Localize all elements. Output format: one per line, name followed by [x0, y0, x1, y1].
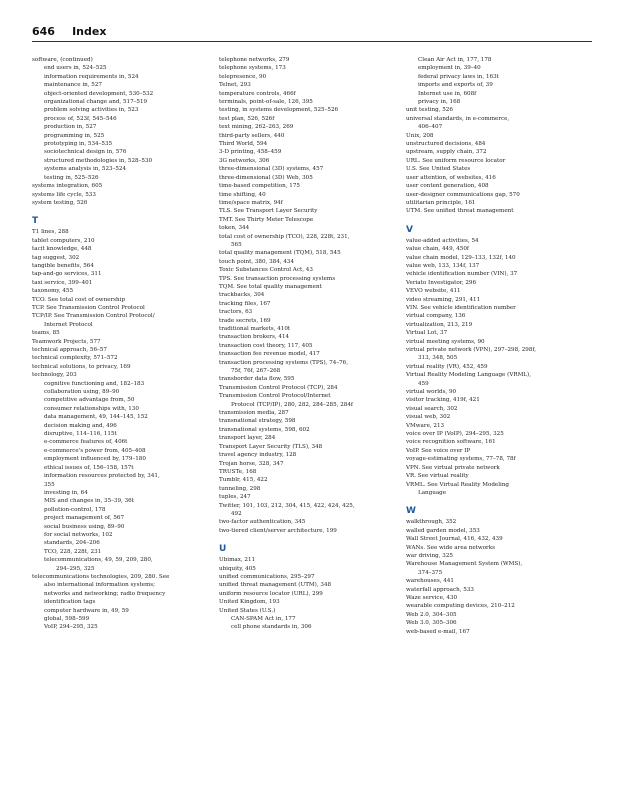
index-entry: VIN. See vehicle identification number	[406, 304, 516, 311]
index-subentry: Language	[418, 489, 447, 496]
index-entry: waterfall approach, 533	[406, 586, 474, 593]
index-entry: wearable computing devices, 210–212	[406, 603, 515, 610]
index-entry: telephone networks, 279	[219, 57, 290, 63]
index-entry: Transmission Control Protocol (TCP), 284	[219, 384, 338, 391]
index-subentry: computer hardware in, 49, 59	[44, 607, 129, 614]
index-entry: UTM. See unified threat management	[406, 208, 514, 215]
index-entry: voyage-estimating systems, 77–78, 78f	[406, 456, 516, 463]
index-subentry: 459	[418, 380, 429, 387]
index-entry: VoIP. See voice over IP	[406, 447, 471, 454]
index-entry: WANs. See wide area networks	[406, 544, 495, 551]
index-entry: Third World, 594	[219, 141, 268, 148]
index-entry: tablet computers, 210	[32, 237, 95, 244]
index-entry: visual web, 302	[406, 414, 451, 421]
section-letter: W	[406, 506, 416, 517]
index-entry: transport layer, 284	[219, 435, 276, 442]
index-entry: Twitter, 101, 103, 212, 304, 415, 422, 424, 425,	[219, 502, 355, 509]
index-entry: transmission media, 287	[219, 410, 289, 417]
index-entry: teams, 85	[32, 330, 60, 337]
index-entry: software, (continued)	[32, 57, 93, 63]
index-entry: trade secrets, 169	[219, 317, 271, 324]
index-subentry: employment influenced by, 179–180	[44, 456, 146, 463]
index-column-3	[406, 56, 588, 636]
index-entry: transborder data flow, 595	[219, 376, 295, 383]
index-subentry: global, 598–599	[44, 616, 90, 622]
index-entry: upstream, supply chain, 372	[406, 149, 487, 156]
index-entry: Wall Street Journal, 416, 432, 439	[406, 536, 503, 543]
index-subentry: e-commerce's power from, 405–408	[44, 447, 146, 454]
index-entry: United Kingdom, 193	[219, 599, 280, 606]
index-entry: vehicle identification number (VIN), 37	[406, 271, 518, 278]
index-entry: Ubimax, 211	[219, 557, 256, 564]
index-entry: token, 344	[219, 225, 250, 232]
index-entry: touch point, 380, 384, 434	[219, 258, 295, 265]
index-subentry: also international information systems;	[44, 582, 156, 589]
index-entry: United States (U.S.)	[219, 607, 276, 614]
index-entry: unified threat management (UTM), 348	[219, 582, 332, 589]
index-subentry: process of, 523f, 545–546	[44, 115, 117, 122]
index-entry: Warehouse Management System (WMS),	[406, 561, 523, 568]
index-entry: tractors, 63	[219, 309, 253, 316]
index-subentry: disruptive, 114–116, 115t	[44, 431, 117, 438]
index-entry: VRML. See Virtual Reality Modeling	[406, 481, 510, 488]
index-subentry: 355	[44, 481, 55, 488]
index-subentry: standards, 204–206	[44, 540, 100, 547]
index-subentry: for social networks, 102	[44, 531, 113, 538]
index-column-2	[219, 56, 401, 632]
index-entry: T1 lines, 288	[32, 229, 69, 236]
index-entry: TQM. See total quality management	[219, 283, 322, 290]
index-entry: walkthrough, 352	[406, 519, 457, 526]
index-subentry: 75f, 76f, 267–268	[231, 368, 281, 375]
index-entry: unstructured decisions, 484	[406, 141, 486, 148]
index-subentry: networks and networking; radio frequency	[44, 590, 166, 597]
index-subentry: cognitive functioning and, 182–183	[44, 380, 145, 387]
index-subentry: Internet use in, 608f	[418, 90, 477, 97]
index-entry: total cost of ownership (TCO), 228, 228t, 231,	[219, 233, 350, 240]
index-column-1	[32, 56, 214, 632]
index-subentry: project management of, 567	[44, 515, 125, 522]
index-entry: systems integration, 605	[32, 183, 103, 190]
index-subentry: organizational change and, 517–519	[44, 99, 148, 106]
index-entry: Unix, 208	[406, 132, 434, 139]
index-entry: testing, in systems development, 525–526	[219, 107, 339, 114]
index-entry: user attention, of websites, 416	[406, 174, 496, 181]
index-entry: travel agency industry, 128	[219, 452, 297, 459]
index-entry: walled garden model, 353	[406, 527, 480, 534]
index-entry: tap-and-go services, 311	[32, 271, 102, 278]
index-entry: technical solutions, to privacy, 169	[32, 363, 131, 370]
index-subentry: maintenance in, 527	[44, 82, 102, 89]
index-subentry: ethical issues of, 156–158, 157t	[44, 464, 134, 471]
index-entry: war driving, 325	[406, 552, 453, 559]
index-entry: Telnet, 293	[219, 82, 251, 89]
index-entry: user content generation, 408	[406, 183, 489, 190]
index-entry: virtual private network (VPN), 297–298, 298f,	[406, 347, 537, 353]
index-subentry: 492	[231, 510, 242, 517]
index-entry: uniform resource locator (URL), 299	[219, 590, 323, 597]
index-entry: two-tiered client/server architecture, 199	[219, 527, 337, 534]
index-entry: third-party sellers, 440	[219, 132, 285, 139]
index-entry: Transmission Control Protocol/Internet	[219, 393, 331, 400]
index-entry: universal standards, in e-commerce,	[406, 115, 510, 122]
index-subentry: end users in, 524–525	[44, 65, 107, 72]
index-entry: TCO. See total cost of ownership	[32, 296, 126, 303]
index-subentry: 374–375	[418, 569, 443, 576]
index-entry: 3-D printing, 458–459	[219, 149, 282, 156]
index-subentry: investing in, 64	[44, 489, 88, 496]
index-entry: tuples, 247	[219, 494, 251, 501]
index-subentry: e-commerce features of, 406t	[44, 439, 128, 446]
index-subentry: telecommunications, 49, 59, 209, 280,	[44, 557, 153, 564]
index-entry: technology, 203	[32, 372, 77, 379]
index-subentry: competitive advantage from, 50	[44, 397, 135, 404]
index-subentry: employment in, 39–40	[418, 65, 481, 72]
index-subentry: sociotechnical design in, 576	[44, 149, 127, 156]
index-entry: virtual worlds, 90	[406, 389, 457, 396]
index-entry: user-designer communications gap, 570	[406, 191, 520, 198]
index-entry: Web 3.0, 305–306	[406, 620, 457, 627]
index-entry: value chain model, 129–133, 132f, 140	[406, 254, 516, 261]
index-entry: VMware, 213	[406, 422, 445, 429]
index-entry: TCP/IP. See Transmission Control Protocol/	[32, 313, 155, 320]
index-entry: Veriato Investigator, 296	[406, 279, 477, 286]
index-entry: VPN. See virtual private network	[406, 464, 500, 471]
index-entry: virtual reality (VR), 452, 459	[406, 363, 488, 370]
index-entry: two-factor authentication, 345	[219, 519, 306, 526]
index-entry: tacit knowledge, 448	[32, 246, 92, 253]
index-subentry: programming in, 525	[44, 132, 105, 139]
index-entry: warehouses, 441	[406, 578, 454, 585]
section-spacer	[32, 207, 214, 211]
index-subentry: decision making and, 496	[44, 422, 117, 429]
index-entry: time/space matrix, 94f	[219, 199, 283, 206]
index-subentry: social business using, 89–90	[44, 523, 125, 530]
header-rule	[32, 41, 592, 42]
index-entry: visitor tracking, 419f, 421	[406, 397, 480, 404]
index-entry: virtualization, 213, 219	[406, 321, 473, 328]
index-subentry: Protocol (TCP/IP), 280, 282, 284–285, 284f	[231, 401, 353, 408]
index-subentry: CAN-SPAM Act in, 177	[231, 616, 296, 622]
index-entry: three-dimensional (3D) Web, 305	[219, 174, 313, 181]
index-entry: visual search, 302	[406, 405, 458, 412]
index-entry: trackbacks, 304	[219, 292, 265, 299]
index-entry: VR. See virtual reality	[406, 473, 469, 480]
index-entry: ubiquity, 405	[219, 565, 256, 572]
index-entry: telecommunications technologies, 209, 280. See	[32, 573, 170, 580]
index-entry: value web, 133, 134f, 137	[406, 262, 480, 269]
index-entry: Tumblr, 415, 422	[219, 477, 268, 484]
index-entry: Toxic Substances Control Act, 43	[219, 267, 313, 274]
index-entry: tag suggest, 302	[32, 254, 80, 261]
index-subentry: federal privacy laws in, 163t	[418, 73, 499, 80]
index-entry: Waze service, 430	[406, 594, 458, 601]
index-entry: 3G networks, 306	[219, 157, 270, 164]
index-entry: technical approach, 56–57	[32, 347, 107, 353]
index-entry: VEVO website, 411	[406, 288, 461, 295]
index-entry: value-added activities, 54	[406, 237, 479, 244]
index-entry: transnational strategy, 598	[219, 418, 296, 425]
index-entry: unified communications, 295–297	[219, 573, 315, 580]
index-entry: Trojan horse, 328, 347	[219, 460, 284, 467]
index-entry: tangible benefits, 564	[32, 262, 94, 269]
index-entry: TMT. See Thirty Meter Telescope	[219, 216, 314, 223]
section-letter: V	[406, 224, 413, 235]
index-entry: text mining, 262–263, 269	[219, 124, 294, 131]
index-entry: voice recognition software, 161	[406, 439, 496, 446]
section-spacer	[219, 535, 401, 539]
index-subentry: structured methodologies in, 528–530	[44, 157, 153, 164]
index-entry: traditional markets, 410t	[219, 326, 291, 332]
index-subentry: object-oriented development, 530–532	[44, 90, 154, 97]
index-entry: TLS. See Transport Layer Security	[219, 208, 318, 215]
index-subentry: MIS and changes in, 35–39, 36t	[44, 498, 134, 505]
index-subentry: 313, 348, 505	[418, 355, 458, 362]
page-number: 646	[32, 25, 55, 38]
index-subentry: cell phone standards in, 306	[231, 624, 312, 631]
index-subentry: consumer relationships with, 130	[44, 405, 139, 412]
index-entry: U.S. See United States	[406, 166, 471, 173]
index-subentry: Internet Protocol	[44, 321, 93, 328]
index-subentry: Clean Air Act in, 177, 178	[418, 57, 492, 63]
index-subentry: data management, 49, 144–145, 152	[44, 414, 148, 421]
index-entry: value chain, 449, 450f	[406, 246, 469, 253]
index-entry: video streaming, 291, 411	[406, 296, 481, 303]
index-entry: web-based e-mail, 167	[406, 628, 470, 635]
page-header	[32, 20, 592, 40]
index-entry: TCP. See Transmission Control Protocol	[32, 304, 145, 311]
index-subentry: pollution-control, 178	[44, 506, 106, 513]
index-entry: TRUSTe, 168	[219, 468, 257, 475]
index-entry: tunneling, 298	[219, 485, 261, 492]
index-subentry: identification tags	[44, 599, 96, 606]
index-subentry: privacy in, 168	[418, 99, 461, 106]
index-subentry: problem solving activities in, 523	[44, 107, 139, 114]
index-subentry: production in, 527	[44, 124, 97, 131]
index-entry: taxonomy, 455	[32, 288, 74, 295]
index-entry: three-dimensional (3D) systems, 457	[219, 166, 324, 173]
index-entry: transaction fee revenue model, 417	[219, 351, 320, 358]
index-subentry: information requirements in, 524	[44, 73, 139, 80]
section-spacer	[406, 216, 588, 220]
index-subentry: 565	[231, 241, 242, 248]
index-entry: technical complexity, 571–572	[32, 355, 118, 362]
index-subentry: testing in, 525–526	[44, 174, 99, 181]
index-entry: temperature controls, 466f	[219, 90, 296, 97]
index-subentry: 294–295, 325	[56, 565, 95, 572]
index-subentry: 406–407	[418, 124, 443, 131]
index-entry: Web 2.0, 304–305	[406, 611, 457, 618]
index-entry: telepresence, 90	[219, 73, 267, 80]
index-subentry: TCO, 228, 228t, 231	[44, 548, 102, 555]
index-subentry: imports and exports of, 39	[418, 82, 493, 89]
index-entry: Virtual Reality Modeling Language (VRML),	[406, 372, 531, 379]
index-entry: unit testing, 526	[406, 107, 453, 114]
index-entry: TPS. See transaction processing systems	[219, 275, 336, 282]
index-entry: time-based competition, 175	[219, 183, 300, 190]
index-columns	[32, 56, 592, 786]
index-entry: taxi service, 399–401	[32, 279, 93, 286]
index-entry: virtual meeting systems, 90	[406, 338, 485, 345]
index-entry: transaction cost theory, 117, 405	[219, 342, 313, 349]
index-subentry: systems analysis in, 523–524	[44, 166, 127, 173]
index-entry: transaction processing systems (TPS), 74–76,	[219, 359, 349, 366]
index-entry: systems life cycle, 533	[32, 191, 96, 198]
index-entry: Virtual Lot, 37	[406, 330, 448, 337]
index-entry: test plan, 526, 526f	[219, 115, 275, 122]
index-entry: utilitarian principle, 161	[406, 199, 476, 206]
index-entry: total quality management (TQM), 518, 545	[219, 250, 341, 257]
index-subentry: collaboration using, 89–90	[44, 389, 120, 396]
section-letter: T	[32, 216, 39, 227]
index-entry: voice over IP (VoIP), 294–295, 325	[406, 431, 504, 438]
index-subentry: VoIP, 294–295, 325	[44, 624, 98, 631]
index-entry: virtual company, 136	[406, 313, 466, 320]
index-entry: terminals, point-of-sale, 126, 395	[219, 99, 313, 106]
index-entry: system testing, 526	[32, 199, 88, 206]
index-subentry: prototyping in, 534–535	[44, 141, 113, 148]
index-subentry: information resources protected by, 341,	[44, 473, 160, 480]
index-entry: transaction brokers, 414	[219, 334, 290, 341]
index-entry: telephone systems, 173	[219, 65, 286, 72]
index-entry: transnational systems, 598, 602	[219, 426, 310, 433]
index-entry: time shifting, 40	[219, 191, 266, 198]
index-entry: URL. See uniform resource locator	[406, 157, 506, 164]
page-title: Index	[72, 25, 107, 38]
section-letter: U	[219, 544, 227, 555]
index-entry: Teamwork Projects, 577	[32, 338, 101, 345]
index-entry: tracking files, 167	[219, 300, 271, 307]
section-spacer	[406, 497, 588, 501]
index-entry: Transport Layer Security (TLS), 348	[219, 443, 323, 450]
